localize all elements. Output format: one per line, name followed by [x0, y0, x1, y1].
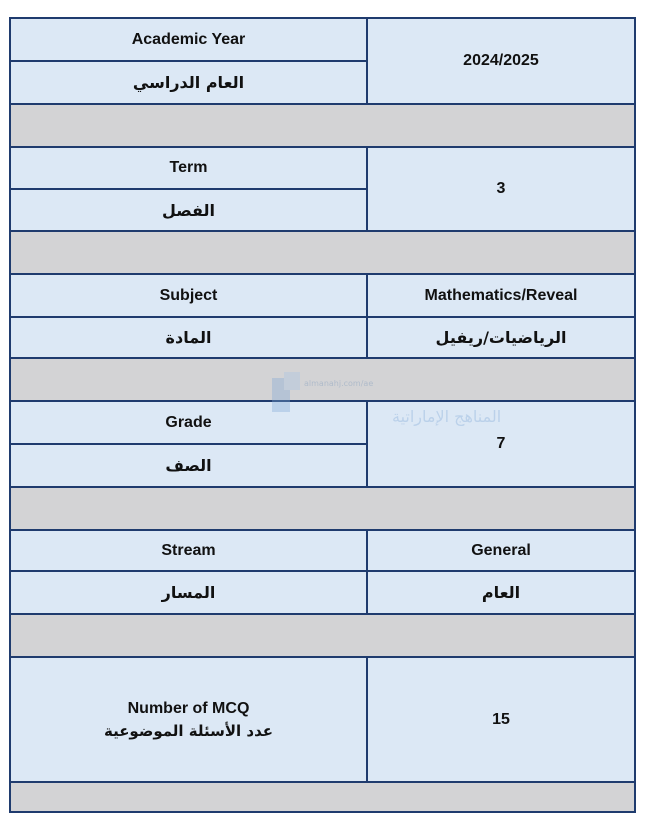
academic-year-label-ar: العام الدراسي [10, 61, 367, 104]
stream-label-ar: المسار [10, 571, 367, 614]
watermark-logo-text: المناهج الإماراتية [392, 407, 502, 426]
separator-row [10, 231, 635, 274]
term-label-ar: الفصل [10, 189, 367, 231]
separator-row [10, 358, 635, 401]
stream-label-en: Stream [10, 530, 367, 571]
separator-row [10, 104, 635, 147]
separator-row [10, 487, 635, 530]
grade-label-en: Grade [10, 401, 367, 444]
separator-row [10, 614, 635, 657]
stream-value-ar: العام [367, 571, 635, 614]
mcq-label-ar: عدد الأسئلة الموضوعية [103, 721, 274, 740]
exam-info-table [9, 17, 636, 813]
stream-value-en: General [367, 530, 635, 571]
grade-label-ar: الصف [10, 444, 367, 487]
academic-year-label-en: Academic Year [10, 18, 367, 61]
subject-label-ar: المادة [10, 317, 367, 358]
mcq-label-en: Number of MCQ [127, 699, 250, 717]
term-value: 3 [367, 147, 635, 231]
watermark-url: almanahj.com/ae [304, 379, 374, 388]
subject-value-en: Mathematics/Reveal [367, 274, 635, 317]
term-label-en: Term [10, 147, 367, 189]
separator-row [10, 782, 635, 812]
mcq-label-cell [10, 657, 367, 782]
academic-year-value: 2024/2025 [367, 18, 635, 104]
subject-label-en: Subject [10, 274, 367, 317]
mcq-value: 15 [367, 657, 635, 782]
grade-value: 7 [367, 401, 635, 487]
subject-value-ar: الرياضيات/ريفيل [367, 317, 635, 358]
